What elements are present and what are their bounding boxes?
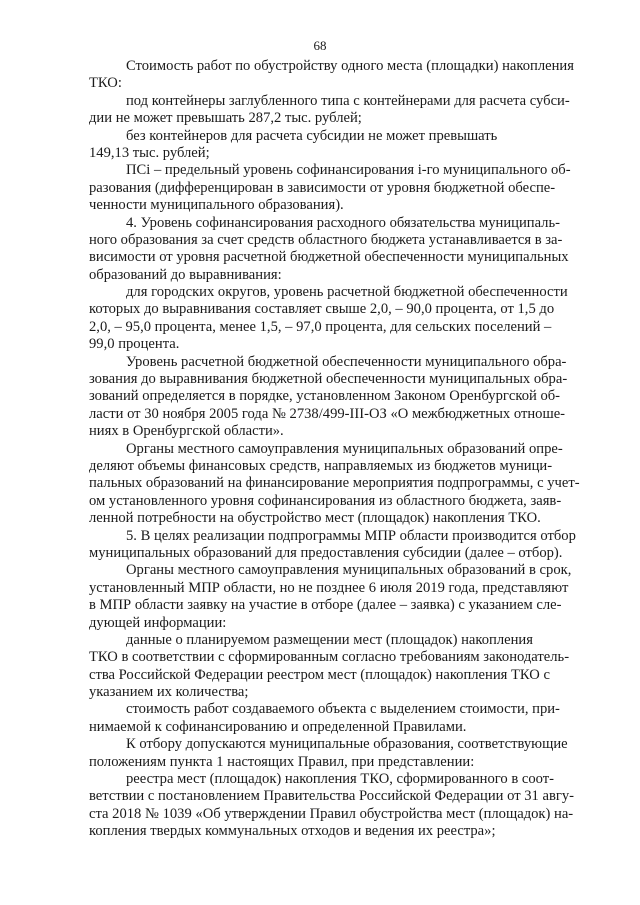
text-line: образований до выравнивания: xyxy=(89,266,282,283)
text-line: ом установленного уровня софинансирования из областного бюджета, заяв- xyxy=(89,492,562,509)
text-line: ТКО в соответствии с сформированным согласно требованиям законодатель- xyxy=(89,649,570,666)
text-line: зования до выравнивания бюджетной обеспеченности муниципальных обра- xyxy=(89,371,568,388)
text-line: установленный МПР области, но не позднее 6 июля 2019 года, представляют xyxy=(89,579,569,596)
text-line: ласти от 30 ноября 2005 года № 2738/499-III-ОЗ «О межбюджетных отноше- xyxy=(89,405,566,422)
text-line: 5. В целях реализации подпрограммы МПР области производится отбор xyxy=(126,527,576,544)
text-line: Органы местного самоуправления муниципальных образований опре- xyxy=(126,440,563,457)
text-line: 99,0 процента. xyxy=(89,336,180,353)
text-line: пальных образований на финансирование мероприятия подпрограммы, с учет- xyxy=(89,475,580,492)
text-line: которых до выравнивания составляет свыше 2,0, – 90,0 процента, от 1,5 до xyxy=(89,301,555,318)
text-line: для городских округов, уровень расчетной бюджетной обеспеченности xyxy=(126,284,568,301)
text-line: ниях в Оренбургской области». xyxy=(89,423,284,440)
text-line: ченности муниципального образования). xyxy=(89,197,344,214)
text-line: деляют объемы финансовых средств, направляемых из бюджетов муници- xyxy=(89,457,553,474)
text-line: под контейнеры заглубленного типа с контейнерами для расчета субси- xyxy=(126,92,570,109)
text-line: ветствии с постановлением Правительства Российской Федерации от 31 авгу- xyxy=(89,788,575,805)
text-line: без контейнеров для расчета субсидии не может превышать xyxy=(126,127,498,144)
text-line: ПСi – предельный уровень софинансирования i-го муниципального об- xyxy=(126,162,571,179)
text-line: ленной потребности на обустройство мест (площадок) накопления ТКО. xyxy=(89,510,541,527)
text-line: ста 2018 № 1039 «Об утверждении Правил обустройства мест (площадок) на- xyxy=(89,805,574,822)
text-line: К отбору допускаются муниципальные образования, соответствующие xyxy=(126,736,568,753)
text-line: разования (дифференцирован в зависимости от уровня бюджетной обеспе- xyxy=(89,179,556,196)
text-line: дии не может превышать 287,2 тыс. рублей; xyxy=(89,110,362,127)
text-line: нимаемой к софинансированию и определенной Правилами. xyxy=(89,718,467,735)
body-text xyxy=(89,58,596,841)
text-line: данные о планируемом размещении мест (площадок) накопления xyxy=(126,631,533,648)
text-line: копления твердых коммунальных отходов и ведения их реестра»; xyxy=(89,823,496,840)
text-line: дующей информации: xyxy=(89,614,227,631)
text-line: Органы местного самоуправления муниципальных образований в срок, xyxy=(126,562,572,579)
text-line: Стоимость работ по обустройству одного места (площадки) накопления xyxy=(126,58,574,74)
text-line: 4. Уровень софинансирования расходного обязательства муниципаль- xyxy=(126,214,560,231)
text-line: 2,0, – 95,0 процента, менее 1,5, – 97,0 процента, для сельских поселений – xyxy=(89,318,552,335)
text-line: Уровень расчетной бюджетной обеспеченности муниципального обра- xyxy=(126,353,567,370)
text-line: указанием их количества; xyxy=(89,684,249,701)
text-line: стоимость работ создаваемого объекта с выделением стоимости, при- xyxy=(126,701,560,718)
text-line: положениям пункта 1 настоящих Правил, при представлении: xyxy=(89,753,475,770)
text-line: в МПР области заявку на участие в отборе (далее – заявка) с указанием сле- xyxy=(89,597,562,614)
text-line: зований определяется в порядке, установленном Законом Оренбургской об- xyxy=(89,388,561,405)
text-line: 149,13 тыс. рублей; xyxy=(89,144,210,161)
text-line: муниципальных образований для предоставления субсидии (далее – отбор). xyxy=(89,544,563,561)
text-line: висимости от уровня расчетной бюджетной обеспеченности муниципальных xyxy=(89,249,569,266)
page-number: 68 xyxy=(313,38,327,53)
text-line: реестра мест (площадок) накопления ТКО, сформированного в соот- xyxy=(126,771,554,788)
text-line: ства Российской Федерации реестром мест (площадок) накопления ТКО с xyxy=(89,666,550,683)
text-line: ного образования за счет средств областного бюджета устанавливается в за- xyxy=(89,231,563,248)
text-line: ТКО: xyxy=(89,75,122,92)
